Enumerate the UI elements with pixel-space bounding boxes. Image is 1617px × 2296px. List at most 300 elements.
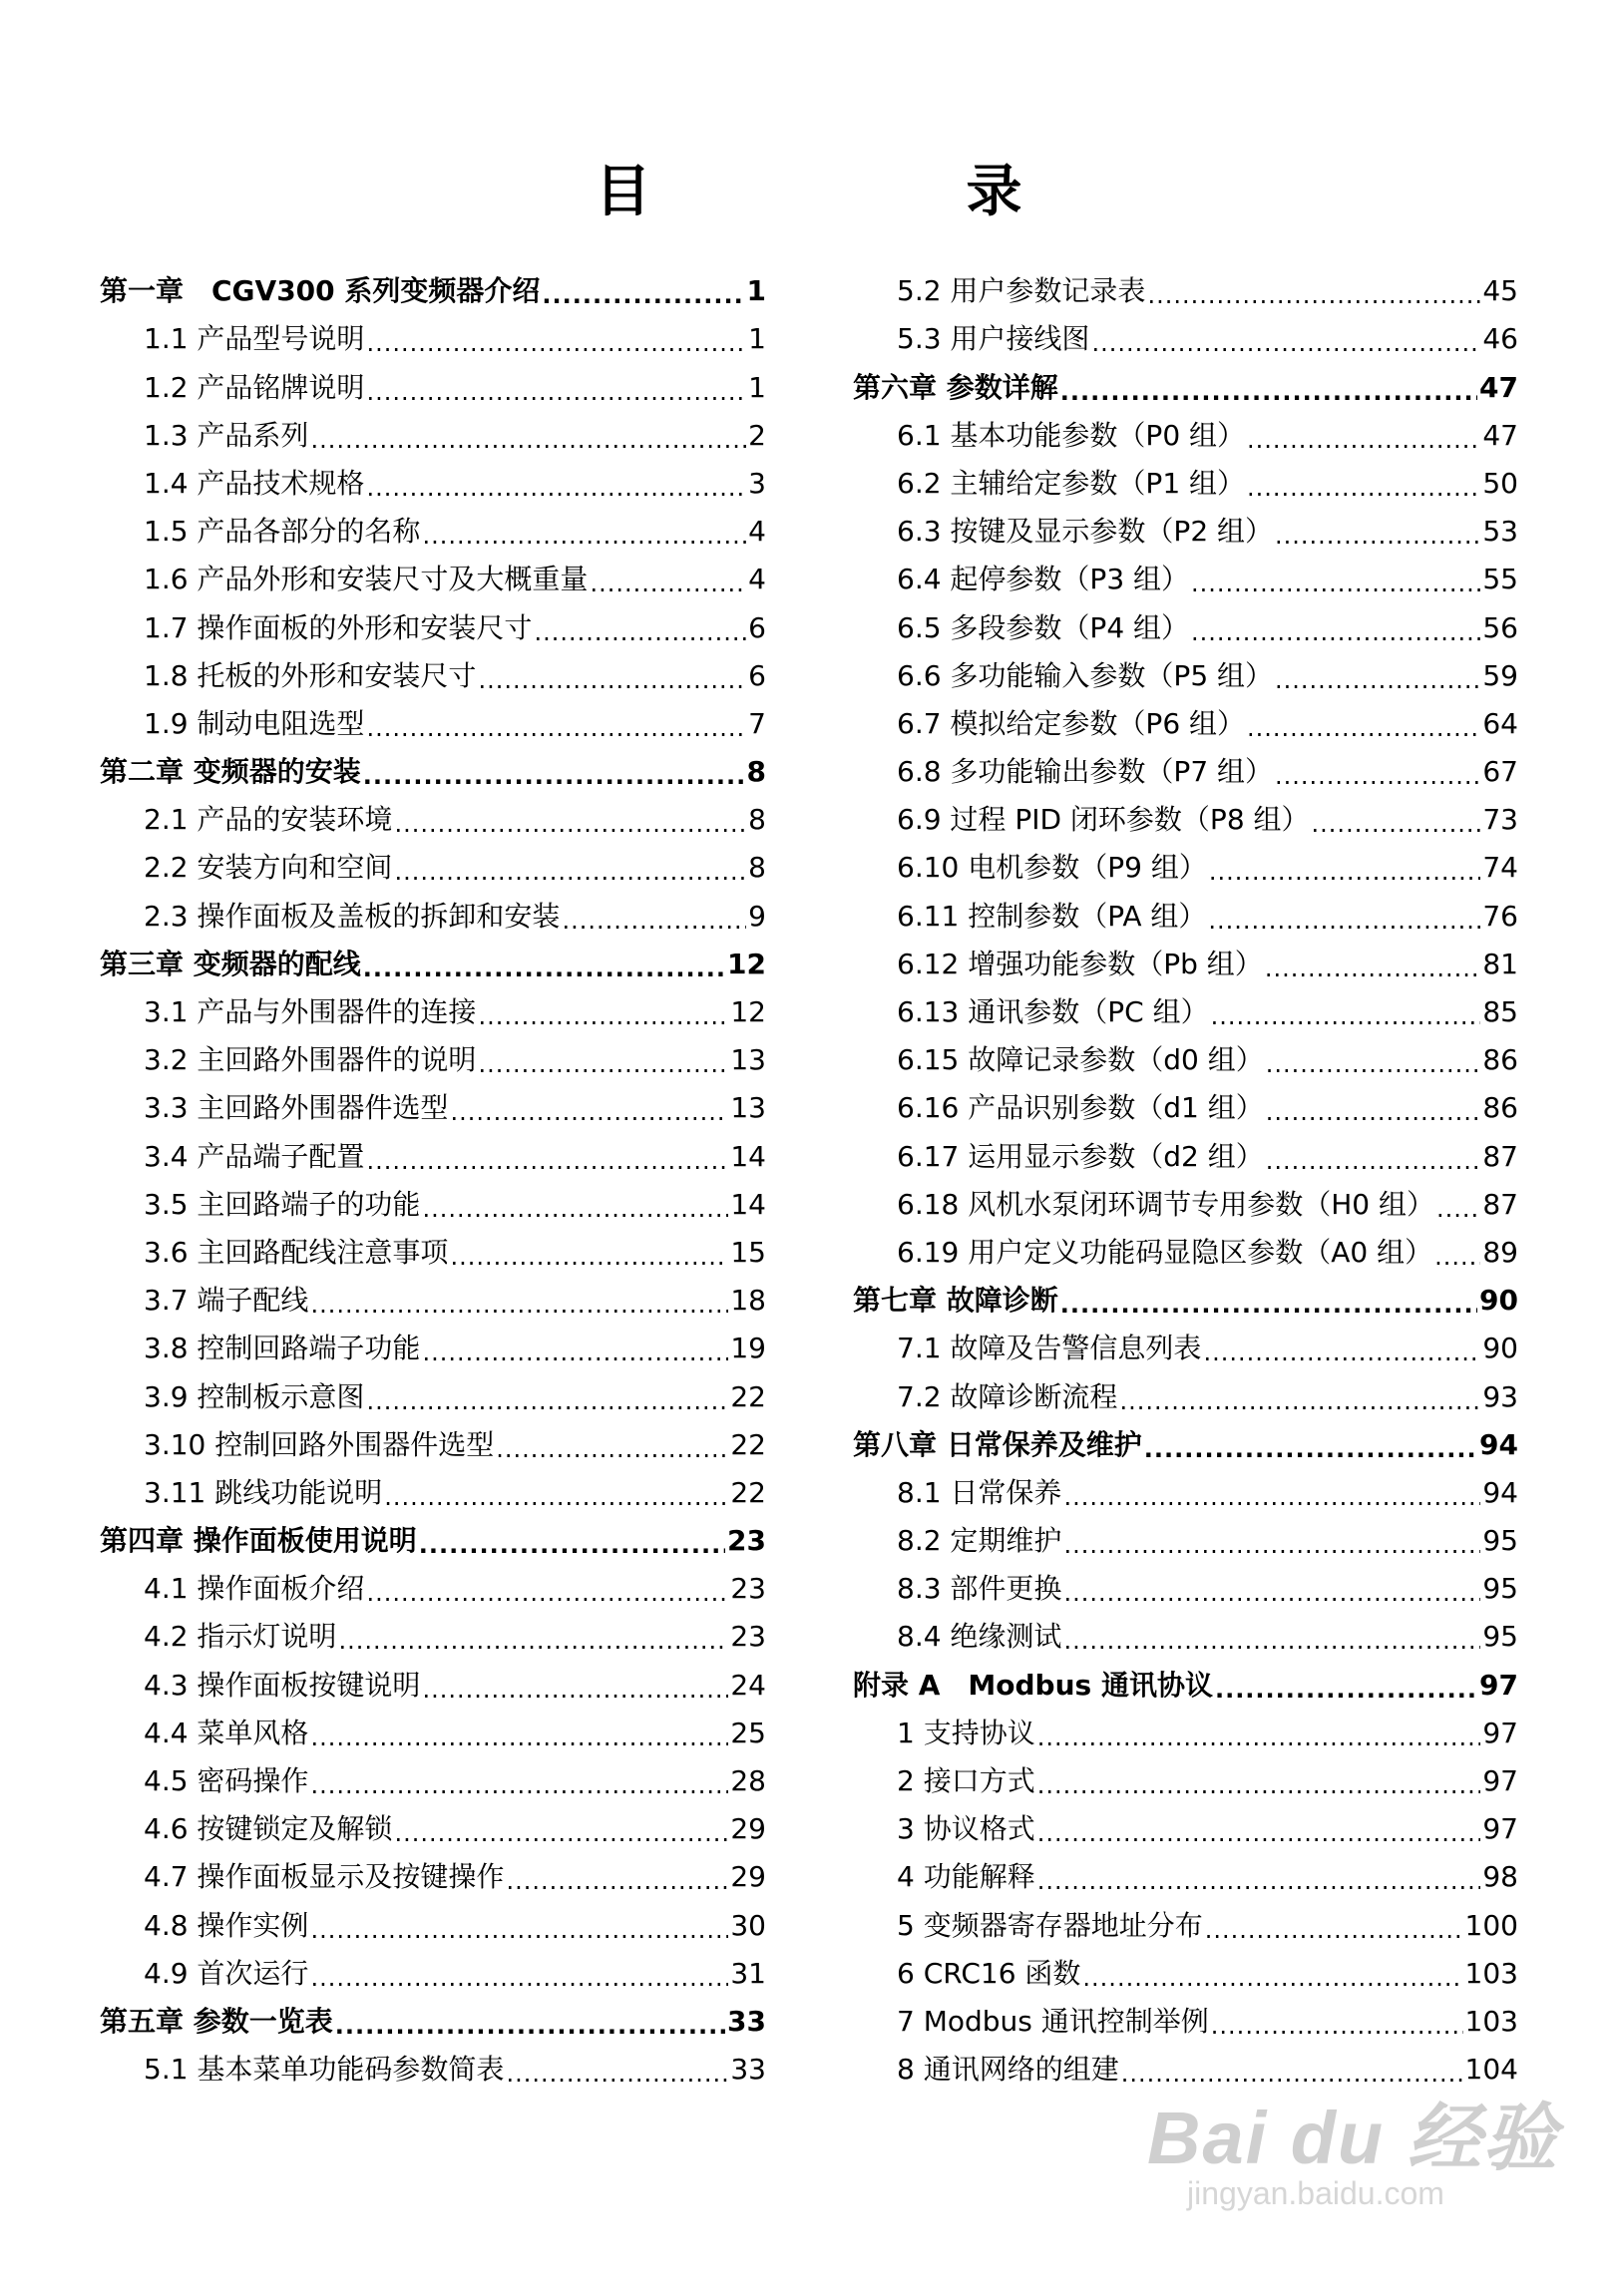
toc-dot-leader: [1037, 1805, 1481, 1853]
toc-section-entry[interactable]: [853, 267, 1518, 315]
toc-section-entry[interactable]: [100, 1710, 766, 1757]
toc-dot-leader: [1312, 796, 1481, 844]
toc-entry-title: 6.8 多功能输出参数（P7 组）: [897, 755, 1274, 789]
toc-entry-title: 8.2 定期维护: [897, 1524, 1062, 1558]
toc-dot-leader: [1436, 1181, 1480, 1229]
toc-entry-title: 5.1 基本菜单功能码参数简表: [144, 2053, 505, 2087]
toc-page-number: 6: [748, 658, 766, 692]
toc-entry-title: 附录 A Modbus 通讯协议: [853, 1668, 1213, 1702]
toc-dot-leader: [422, 1181, 728, 1229]
toc-section-entry[interactable]: [100, 1757, 766, 1805]
toc-section-entry[interactable]: [100, 460, 766, 508]
toc-page-number: 81: [1482, 947, 1518, 980]
toc-entry-title: 4.8 操作实例: [144, 1908, 309, 1942]
toc-dot-leader: [1037, 1757, 1481, 1805]
toc-page-number: 12: [730, 995, 766, 1028]
toc-dot-leader: [1144, 1421, 1477, 1469]
toc-entry-title: 1.6 产品外形和安装尺寸及大概重量: [144, 563, 589, 596]
toc-section-entry[interactable]: [100, 1229, 766, 1277]
toc-dot-leader: [366, 1133, 728, 1181]
toc-dot-leader: [478, 652, 746, 700]
toc-section-entry[interactable]: [853, 1325, 1518, 1372]
toc-entry-title: 6.12 增强功能参数（Pb 组）: [897, 947, 1263, 980]
toc-page-number: 22: [730, 1379, 766, 1413]
toc-page-number: 74: [1482, 851, 1518, 885]
toc-dot-leader: [1063, 1613, 1480, 1661]
toc-entry-title: 1.5 产品各部分的名称: [144, 515, 421, 549]
toc-entry-title: 1.3 产品系列: [144, 418, 309, 452]
toc-dot-leader: [363, 941, 725, 988]
toc-entry-title: 4 功能解释: [897, 1860, 1035, 1894]
toc-entry-title: 4.4 菜单风格: [144, 1716, 309, 1749]
toc-entry-title: 6.5 多段参数（P4 组）: [897, 610, 1190, 644]
toc-page-number: 104: [1464, 2053, 1518, 2087]
toc-dot-leader: [310, 1277, 728, 1325]
toc-page-number: 94: [1482, 1475, 1518, 1509]
toc-section-entry[interactable]: [100, 1613, 766, 1661]
toc-dot-leader: [1266, 1133, 1481, 1181]
toc-section-entry[interactable]: [853, 1950, 1518, 1998]
toc-section-entry[interactable]: [100, 315, 766, 363]
toc-entry-title: 6.18 风机水泵闭环调节专用参数（H0 组）: [897, 1187, 1435, 1221]
toc-chapter-entry[interactable]: [100, 267, 766, 315]
toc-section-entry[interactable]: [100, 1132, 766, 1180]
toc-entry-title: 4.3 操作面板按键说明: [144, 1668, 421, 1702]
toc-entry-title: 1.2 产品铭牌说明: [144, 370, 365, 404]
toc-dot-leader: [1266, 1084, 1481, 1132]
toc-page-number: 7: [748, 706, 766, 740]
toc-entry-title: 4.1 操作面板介绍: [144, 1572, 365, 1606]
toc-entry-title: 3.9 控制板示意图: [144, 1379, 365, 1413]
toc-page-number: 67: [1482, 755, 1518, 789]
toc-page-number: 23: [730, 1620, 766, 1654]
toc-entry-title: 第一章 CGV300 系列变频器介绍: [100, 274, 541, 308]
toc-dot-leader: [1211, 1998, 1463, 2046]
toc-page-number: 15: [730, 1235, 766, 1269]
toc-dot-leader: [366, 1373, 728, 1421]
toc-entry-title: 第七章 故障诊断: [853, 1284, 1058, 1318]
toc-dot-leader: [1265, 941, 1481, 988]
toc-entry-title: 3.5 主回路端子的功能: [144, 1187, 421, 1221]
toc-section-entry[interactable]: [100, 1181, 766, 1229]
toc-page-number: 95: [1482, 1572, 1518, 1606]
toc-section-entry[interactable]: [853, 796, 1518, 844]
toc-dot-leader: [506, 2046, 728, 2094]
toc-section-entry[interactable]: [100, 988, 766, 1036]
toc-entry-title: 3.3 主回路外围器件选型: [144, 1091, 449, 1125]
toc-section-entry[interactable]: [853, 1710, 1518, 1757]
toc-section-entry[interactable]: [853, 1229, 1518, 1277]
toc-page-number: 23: [730, 1572, 766, 1606]
toc-entry-title: 第八章 日常保养及维护: [853, 1427, 1142, 1461]
toc-section-entry[interactable]: [100, 1036, 766, 1084]
toc-page-number: 1: [748, 322, 766, 356]
toc-entry-title: 4.6 按键锁定及解锁: [144, 1812, 393, 1846]
toc-page-number: 87: [1482, 1139, 1518, 1173]
toc-page-number: 1: [746, 274, 766, 308]
toc-section-entry[interactable]: [100, 892, 766, 940]
toc-page-number: 12: [727, 947, 766, 980]
toc-dot-leader: [366, 460, 746, 508]
toc-section-entry[interactable]: [100, 652, 766, 700]
toc-entry-title: 5.3 用户接线图: [897, 322, 1090, 356]
toc-page-number: 19: [730, 1332, 766, 1365]
toc-entry-title: 3.10 控制回路外围器件选型: [144, 1427, 495, 1461]
toc-entry-title: 3.6 主回路配线注意事项: [144, 1235, 449, 1269]
toc-page-number: 95: [1482, 1524, 1518, 1558]
toc-dot-leader: [394, 796, 746, 844]
toc-section-entry[interactable]: [853, 1084, 1518, 1132]
baidu-jingyan-watermark: [1147, 2080, 1559, 2211]
toc-entry-title: 第三章 变频器的配线: [100, 947, 361, 980]
toc-page-number: 22: [730, 1475, 766, 1509]
toc-chapter-entry[interactable]: [853, 363, 1518, 411]
toc-dot-leader: [1147, 267, 1480, 315]
toc-dot-leader: [1203, 1325, 1480, 1372]
toc-page-number: 13: [730, 1091, 766, 1125]
toc-section-entry[interactable]: [853, 1853, 1518, 1901]
toc-page-number: 90: [1479, 1284, 1518, 1318]
toc-page-number: 46: [1482, 322, 1518, 356]
toc-entry-title: 第四章 操作面板使用说明: [100, 1524, 417, 1558]
toc-entry-title: 1.1 产品型号说明: [144, 322, 365, 356]
toc-entry-title: 6.7 模拟给定参数（P6 组）: [897, 706, 1246, 740]
toc-dot-leader: [1275, 748, 1480, 796]
toc-entry-title: 6.1 基本功能参数（P0 组）: [897, 418, 1246, 452]
toc-dot-leader: [1063, 1565, 1480, 1613]
toc-entry-title: 2 接口方式: [897, 1764, 1035, 1797]
toc-section-entry[interactable]: [100, 1421, 766, 1469]
toc-dot-leader: [422, 508, 746, 556]
toc-entry-title: 6.13 通讯参数（PC 组）: [897, 995, 1209, 1028]
toc-page-number: 31: [730, 1956, 766, 1990]
toc-page-number: 45: [1482, 274, 1518, 308]
toc-section-entry[interactable]: [853, 1372, 1518, 1420]
toc-page-number: 76: [1482, 899, 1518, 933]
toc-page-number: 94: [1479, 1427, 1518, 1461]
toc-dot-leader: [590, 556, 746, 603]
toc-entry-title: 7.2 故障诊断流程: [897, 1379, 1118, 1413]
toc-section-entry[interactable]: [853, 748, 1518, 796]
toc-chapter-entry[interactable]: [853, 1661, 1518, 1709]
toc-section-entry[interactable]: [100, 1277, 766, 1325]
toc-entry-title: 2.3 操作面板及盖板的拆卸和安装: [144, 899, 561, 933]
toc-dot-leader: [1037, 1853, 1481, 1901]
toc-entry-title: 3.4 产品端子配置: [144, 1139, 365, 1173]
toc-page-number: 86: [1482, 1091, 1518, 1125]
toc-section-entry[interactable]: [853, 1036, 1518, 1084]
toc-section-entry[interactable]: [100, 508, 766, 556]
toc-page-number: 14: [730, 1187, 766, 1221]
toc-page-number: 56: [1482, 610, 1518, 644]
toc-dot-leader: [310, 412, 746, 460]
toc-page-number: 13: [730, 1043, 766, 1077]
toc-page-number: 30: [730, 1908, 766, 1942]
toc-entry-title: 6.3 按键及显示参数（P2 组）: [897, 515, 1274, 549]
toc-dot-leader: [542, 267, 744, 315]
toc-chapter-entry[interactable]: [100, 1998, 766, 2046]
toc-section-entry[interactable]: [853, 1805, 1518, 1853]
watermark-brand: Bai du 经验: [1147, 2097, 1559, 2179]
toc-section-entry[interactable]: [100, 1950, 766, 1998]
toc-page-number: 97: [1482, 1716, 1518, 1749]
toc-page-number: 23: [727, 1524, 766, 1558]
toc-entry-title: 3.7 端子配线: [144, 1284, 309, 1318]
toc-dot-leader: [1191, 556, 1480, 603]
toc-entry-title: 6 CRC16 函数: [897, 1956, 1081, 1990]
toc-section-entry[interactable]: [100, 1372, 766, 1420]
toc-entry-title: 6.16 产品识别参数（d1 组）: [897, 1091, 1264, 1125]
toc-dot-leader: [310, 1902, 728, 1950]
toc-section-entry[interactable]: [100, 1805, 766, 1853]
toc-section-entry[interactable]: [100, 1901, 766, 1949]
toc-section-entry[interactable]: [100, 1469, 766, 1517]
toc-entry-title: 8.3 部件更换: [897, 1572, 1062, 1606]
toc-section-entry[interactable]: [100, 412, 766, 460]
toc-entry-title: 3.2 主回路外围器件的说明: [144, 1043, 477, 1077]
toc-dot-leader: [366, 364, 746, 412]
toc-entry-title: 6.17 运用显示参数（d2 组）: [897, 1139, 1264, 1173]
toc-dot-leader: [1063, 1469, 1480, 1517]
toc-section-entry[interactable]: [853, 892, 1518, 940]
toc-section-entry[interactable]: [853, 700, 1518, 748]
toc-section-entry[interactable]: [853, 460, 1518, 508]
toc-section-entry[interactable]: [853, 508, 1518, 556]
toc-dot-leader: [363, 748, 745, 796]
toc-page-number: 86: [1482, 1043, 1518, 1077]
toc-chapter-entry[interactable]: [853, 1421, 1518, 1469]
toc-entry-title: 第五章 参数一览表: [100, 2004, 333, 2038]
toc-page-number: 55: [1482, 563, 1518, 596]
toc-entry-title: 第二章 变频器的安装: [100, 755, 361, 789]
toc-dot-leader: [335, 1998, 725, 2046]
toc-section-entry[interactable]: [100, 1565, 766, 1613]
toc-section-entry[interactable]: [853, 1613, 1518, 1661]
toc-dot-leader: [394, 844, 746, 892]
toc-dot-leader: [366, 315, 746, 363]
toc-dot-leader: [394, 1805, 728, 1853]
toc-dot-leader: [1215, 1662, 1477, 1710]
toc-entry-title: 6.15 故障记录参数（d0 组）: [897, 1043, 1264, 1077]
toc-page-number: 97: [1482, 1812, 1518, 1846]
toc-page-number: 4: [748, 515, 766, 549]
toc-page-number: 50: [1482, 466, 1518, 500]
toc-dot-leader: [1060, 364, 1477, 412]
toc-entry-title: 6.9 过程 PID 闭环参数（P8 组）: [897, 803, 1310, 837]
toc-section-entry[interactable]: [853, 941, 1518, 988]
toc-entry-title: 6.11 控制参数（PA 组）: [897, 899, 1207, 933]
toc-entry-title: 1.9 制动电阻选型: [144, 706, 365, 740]
toc-section-entry[interactable]: [100, 700, 766, 748]
toc-page-number: 24: [730, 1668, 766, 1702]
toc-dot-leader: [419, 1517, 725, 1565]
toc-dot-leader: [422, 1325, 728, 1372]
toc-entry-title: 8.4 绝缘测试: [897, 1620, 1062, 1654]
toc-section-entry[interactable]: [100, 556, 766, 603]
toc-page-number: 103: [1464, 1956, 1518, 1990]
toc-dot-leader: [450, 1084, 728, 1132]
toc-page-number: 14: [730, 1139, 766, 1173]
toc-dot-leader: [534, 604, 746, 652]
toc-page-number: 90: [1482, 1332, 1518, 1365]
toc-section-entry[interactable]: [100, 844, 766, 892]
toc-dot-leader: [1434, 1229, 1480, 1277]
toc-entry-title: 1.8 托板的外形和安装尺寸: [144, 658, 477, 692]
toc-page-number: 28: [730, 1764, 766, 1797]
toc-entry-title: 8.1 日常保养: [897, 1475, 1062, 1509]
toc-section-entry[interactable]: [100, 1661, 766, 1709]
toc-chapter-entry[interactable]: [853, 1277, 1518, 1325]
toc-page-number: 97: [1479, 1668, 1518, 1702]
toc-entry-title: 7.1 故障及告警信息列表: [897, 1332, 1202, 1365]
toc-entry-title: 4.7 操作面板显示及按键操作: [144, 1860, 505, 1894]
toc-dot-leader: [1205, 1902, 1463, 1950]
toc-dot-leader: [384, 1469, 728, 1517]
toc-dot-leader: [366, 1565, 728, 1613]
toc-section-entry[interactable]: [100, 1325, 766, 1372]
toc-left-column: [100, 267, 766, 2094]
toc-section-entry[interactable]: [853, 556, 1518, 603]
toc-entry-title: 3.1 产品与外围器件的连接: [144, 995, 477, 1028]
toc-page-number: 18: [730, 1284, 766, 1318]
toc-page-number: 85: [1482, 995, 1518, 1028]
toc-dot-leader: [562, 893, 746, 941]
toc-dot-leader: [1266, 1036, 1481, 1084]
toc-entry-title: 3.11 跳线功能说明: [144, 1475, 383, 1509]
toc-page-number: 93: [1482, 1379, 1518, 1413]
toc-section-entry[interactable]: [853, 1998, 1518, 2046]
toc-page-number: 8: [746, 755, 766, 789]
toc-page-number: 9: [748, 899, 766, 933]
watermark-url: jingyan.baidu.com: [1187, 2175, 1444, 2211]
toc-dot-leader: [1208, 893, 1480, 941]
page-title: 目 录: [595, 160, 1152, 224]
toc-section-entry[interactable]: [100, 2046, 766, 2094]
toc-entry-title: 4.2 指示灯说明: [144, 1620, 337, 1654]
toc-page-number: 103: [1464, 2004, 1518, 2038]
toc-dot-leader: [1247, 700, 1480, 748]
toc-dot-leader: [1060, 1277, 1477, 1325]
toc-section-entry[interactable]: [853, 412, 1518, 460]
toc-dot-leader: [1119, 1373, 1480, 1421]
toc-page-number: 47: [1482, 418, 1518, 452]
toc-page-number: 100: [1464, 1908, 1518, 1942]
toc-section-entry[interactable]: [853, 1469, 1518, 1517]
toc-page-number: 6: [748, 610, 766, 644]
toc-entry-title: 1.4 产品技术规格: [144, 466, 365, 500]
toc-page-number: 98: [1482, 1860, 1518, 1894]
toc-dot-leader: [310, 1757, 728, 1805]
toc-dot-leader: [1275, 508, 1480, 556]
toc-dot-leader: [310, 1950, 728, 1998]
toc-page-number: 97: [1482, 1764, 1518, 1797]
toc-entry-title: 1 支持协议: [897, 1716, 1035, 1749]
toc-page-number: 4: [748, 563, 766, 596]
toc-page-number: 29: [730, 1860, 766, 1894]
toc-section-entry[interactable]: [853, 1757, 1518, 1805]
toc-page-number: 87: [1482, 1187, 1518, 1221]
toc-section-entry[interactable]: [853, 315, 1518, 363]
toc-section-entry[interactable]: [100, 603, 766, 651]
toc-dot-leader: [310, 1710, 728, 1757]
toc-dot-leader: [478, 1036, 728, 1084]
toc-dot-leader: [450, 1229, 728, 1277]
toc-dot-leader: [1211, 988, 1481, 1036]
toc-entry-title: 1.7 操作面板的外形和安装尺寸: [144, 610, 533, 644]
toc-page-number: 29: [730, 1812, 766, 1846]
toc-entry-title: 4.5 密码操作: [144, 1764, 309, 1797]
toc-dot-leader: [1037, 1710, 1481, 1757]
toc-dot-leader: [422, 1662, 728, 1710]
toc-entry-title: 5 变频器寄存器地址分布: [897, 1908, 1203, 1942]
toc-chapter-entry[interactable]: [100, 1517, 766, 1565]
toc-page-number: 33: [727, 2004, 766, 2038]
toc-entry-title: 2.2 安装方向和空间: [144, 851, 393, 885]
toc-section-entry[interactable]: [853, 1181, 1518, 1229]
toc-page-number: 25: [730, 1716, 766, 1749]
toc-section-entry[interactable]: [853, 603, 1518, 651]
toc-page-number: 8: [748, 851, 766, 885]
toc-section-entry[interactable]: [100, 1853, 766, 1901]
toc-section-entry[interactable]: [853, 844, 1518, 892]
toc-section-entry[interactable]: [100, 1084, 766, 1132]
toc-entry-title: 6.6 多功能输入参数（P5 组）: [897, 658, 1274, 692]
toc-page-number: 33: [730, 2053, 766, 2087]
toc-dot-leader: [1275, 652, 1480, 700]
toc-chapter-entry[interactable]: [100, 748, 766, 796]
toc-dot-leader: [1209, 844, 1481, 892]
toc-entry-title: 6.10 电机参数（P9 组）: [897, 851, 1207, 885]
toc-dot-leader: [1091, 315, 1480, 363]
toc-page-number: 1: [748, 370, 766, 404]
toc-dot-leader: [338, 1613, 728, 1661]
toc-page-number: 73: [1482, 803, 1518, 837]
toc-page-number: 2: [748, 418, 766, 452]
toc-section-entry[interactable]: [853, 1132, 1518, 1180]
toc-section-entry[interactable]: [853, 1901, 1518, 1949]
toc-entry-title: 3.8 控制回路端子功能: [144, 1332, 421, 1365]
toc-dot-leader: [1082, 1950, 1462, 1998]
toc-entry-title: 4.9 首次运行: [144, 1956, 309, 1990]
toc-entry-title: 5.2 用户参数记录表: [897, 274, 1146, 308]
toc-page-number: 53: [1482, 515, 1518, 549]
toc-entry-title: 6.19 用户定义功能码显隐区参数（A0 组）: [897, 1235, 1433, 1269]
toc-section-entry[interactable]: [853, 1517, 1518, 1565]
toc-dot-leader: [1247, 460, 1480, 508]
toc-dot-leader: [1063, 1517, 1480, 1565]
toc-dot-leader: [478, 988, 728, 1036]
toc-page-number: 95: [1482, 1620, 1518, 1654]
toc-entry-title: 第六章 参数详解: [853, 370, 1058, 404]
toc-page-number: 64: [1482, 706, 1518, 740]
toc-chapter-entry[interactable]: [100, 941, 766, 988]
toc-page-number: 47: [1479, 370, 1518, 404]
toc-page-number: 3: [748, 466, 766, 500]
toc-page-number: 8: [748, 803, 766, 837]
toc-entry-title: 2.1 产品的安装环境: [144, 803, 393, 837]
toc-section-entry[interactable]: [100, 796, 766, 844]
toc-section-entry[interactable]: [853, 652, 1518, 700]
toc-dot-leader: [366, 700, 746, 748]
toc-right-column: [853, 267, 1518, 2094]
toc-section-entry[interactable]: [853, 988, 1518, 1036]
toc-section-entry[interactable]: [100, 363, 766, 411]
toc-entry-title: 3 协议格式: [897, 1812, 1035, 1846]
toc-entry-title: 6.2 主辅给定参数（P1 组）: [897, 466, 1246, 500]
toc-section-entry[interactable]: [853, 1565, 1518, 1613]
toc-dot-leader: [1191, 604, 1480, 652]
toc-dot-leader: [1247, 412, 1480, 460]
